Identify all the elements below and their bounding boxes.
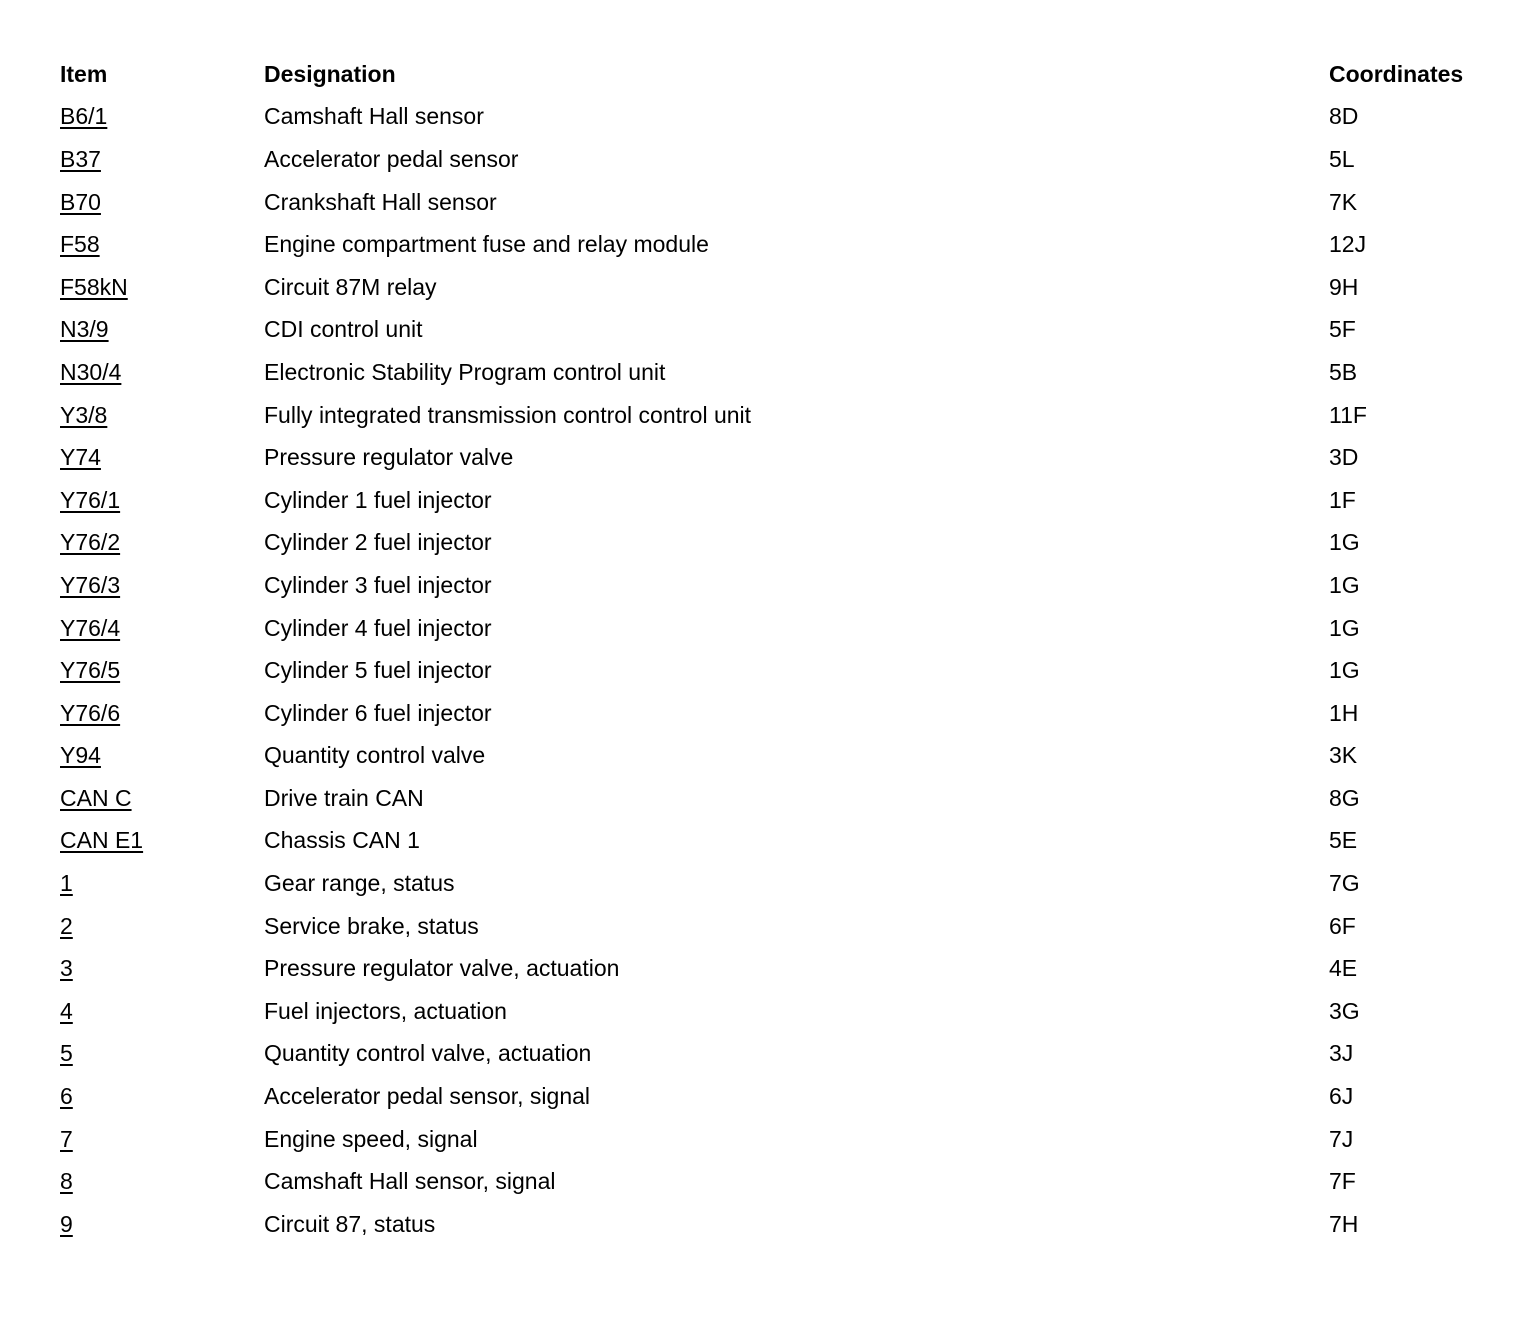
designation-cell: Fully integrated transmission control control unit <box>264 401 752 428</box>
item-link[interactable]: Y76/5 <box>60 657 121 684</box>
designation-cell: Camshaft Hall sensor, signal <box>264 1168 556 1195</box>
table-row <box>60 990 1490 1033</box>
coordinates-cell: 3D <box>1329 444 1359 471</box>
table-row <box>60 351 1490 394</box>
coordinates-cell: 3G <box>1329 997 1360 1024</box>
header-coordinates: Coordinates <box>1329 60 1464 87</box>
coordinates-cell: 5E <box>1329 827 1358 854</box>
designation-cell: Cylinder 6 fuel injector <box>264 699 492 726</box>
item-link[interactable]: Y76/2 <box>60 529 121 556</box>
table-row <box>60 1160 1490 1203</box>
coordinates-cell: 8D <box>1329 103 1359 130</box>
designation-cell: Cylinder 3 fuel injector <box>264 571 492 598</box>
item-link[interactable]: Y76/6 <box>60 699 121 726</box>
item-link[interactable]: Y94 <box>60 742 101 769</box>
item-link[interactable]: N3/9 <box>60 316 109 343</box>
coordinates-cell: 8G <box>1329 784 1360 811</box>
item-link[interactable]: 4 <box>60 997 73 1024</box>
coordinates-cell: 1G <box>1329 529 1360 556</box>
table-row <box>60 96 1490 139</box>
item-link[interactable]: F58kN <box>60 273 128 300</box>
designation-cell: CDI control unit <box>264 316 423 343</box>
table-row <box>60 266 1490 309</box>
table-row <box>60 564 1490 607</box>
item-link[interactable]: F58 <box>60 231 100 258</box>
table-row <box>60 181 1490 224</box>
item-link[interactable]: 1 <box>60 870 73 897</box>
item-link[interactable]: Y76/1 <box>60 486 121 513</box>
table-row <box>60 607 1490 650</box>
table-row <box>60 862 1490 905</box>
designation-cell: Camshaft Hall sensor <box>264 103 484 130</box>
item-link[interactable]: B6/1 <box>60 103 108 130</box>
item-link[interactable]: CAN C <box>60 784 132 811</box>
designation-cell: Service brake, status <box>264 912 479 939</box>
coordinates-cell: 5L <box>1329 145 1355 172</box>
coordinates-cell: 7K <box>1329 188 1358 215</box>
table-row <box>60 522 1490 565</box>
designation-cell: Electronic Stability Program control unit <box>264 358 666 385</box>
item-link[interactable]: 7 <box>60 1125 73 1152</box>
designation-cell: Quantity control valve, actuation <box>264 1040 592 1067</box>
table-row <box>60 777 1490 820</box>
designation-cell: Accelerator pedal sensor <box>264 145 519 172</box>
designation-cell: Quantity control valve <box>264 742 486 769</box>
coordinates-cell: 4E <box>1329 955 1358 982</box>
designation-cell: Circuit 87, status <box>264 1210 436 1237</box>
item-link[interactable]: 8 <box>60 1168 73 1195</box>
designation-cell: Cylinder 1 fuel injector <box>264 486 492 513</box>
item-link[interactable]: Y76/4 <box>60 614 121 641</box>
item-link[interactable]: Y76/3 <box>60 571 121 598</box>
coordinates-cell: 7G <box>1329 870 1360 897</box>
table-row <box>60 649 1490 692</box>
table-row <box>60 223 1490 266</box>
designation-cell: Fuel injectors, actuation <box>264 997 507 1024</box>
header-item: Item <box>60 60 108 87</box>
designation-cell: Cylinder 4 fuel injector <box>264 614 492 641</box>
designation-cell: Crankshaft Hall sensor <box>264 188 497 215</box>
designation-cell: Drive train CAN <box>264 784 424 811</box>
designation-cell: Gear range, status <box>264 870 455 897</box>
designation-cell: Cylinder 2 fuel injector <box>264 529 492 556</box>
item-link[interactable]: 5 <box>60 1040 73 1067</box>
designation-cell: Engine speed, signal <box>264 1125 478 1152</box>
legend-table <box>60 53 1490 1246</box>
designation-cell: Chassis CAN 1 <box>264 827 420 854</box>
coordinates-cell: 6J <box>1329 1083 1354 1110</box>
coordinates-cell: 7J <box>1329 1125 1354 1152</box>
coordinates-cell: 5B <box>1329 358 1358 385</box>
item-link[interactable]: Y74 <box>60 444 101 471</box>
item-link[interactable]: N30/4 <box>60 358 122 385</box>
table-row <box>60 1075 1490 1118</box>
designation-cell: Pressure regulator valve, actuation <box>264 955 620 982</box>
coordinates-cell: 1H <box>1329 699 1359 726</box>
item-link[interactable]: 3 <box>60 955 73 982</box>
coordinates-cell: 7H <box>1329 1210 1359 1237</box>
table-row <box>60 692 1490 735</box>
table-row <box>60 394 1490 437</box>
item-link[interactable]: 6 <box>60 1083 73 1110</box>
table-row <box>60 1203 1490 1246</box>
table-row <box>60 436 1490 479</box>
item-link[interactable]: Y3/8 <box>60 401 108 428</box>
designation-cell: Pressure regulator valve <box>264 444 514 471</box>
table-row <box>60 138 1490 181</box>
item-link[interactable]: 9 <box>60 1210 73 1237</box>
table-row <box>60 479 1490 522</box>
designation-cell: Engine compartment fuse and relay module <box>264 231 709 258</box>
coordinates-cell: 5F <box>1329 316 1356 343</box>
coordinates-cell: 1F <box>1329 486 1356 513</box>
coordinates-cell: 11F <box>1329 401 1367 428</box>
item-link[interactable]: 2 <box>60 912 73 939</box>
table-row <box>60 1118 1490 1161</box>
coordinates-cell: 1G <box>1329 571 1360 598</box>
table-row <box>60 905 1490 948</box>
designation-cell: Accelerator pedal sensor, signal <box>264 1083 591 1110</box>
item-link[interactable]: B70 <box>60 188 101 215</box>
coordinates-cell: 6F <box>1329 912 1356 939</box>
table-row <box>60 735 1490 778</box>
table-row <box>60 1033 1490 1076</box>
table-row <box>60 947 1490 990</box>
header-designation: Designation <box>264 60 396 87</box>
table-row <box>60 309 1490 352</box>
coordinates-cell: 1G <box>1329 657 1360 684</box>
item-link[interactable]: CAN E1 <box>60 827 144 854</box>
table-row <box>60 820 1490 863</box>
coordinates-cell: 7F <box>1329 1168 1356 1195</box>
coordinates-cell: 12J <box>1329 231 1367 258</box>
coordinates-cell: 3J <box>1329 1040 1354 1067</box>
coordinates-cell: 1G <box>1329 614 1360 641</box>
item-link[interactable]: B37 <box>60 145 101 172</box>
designation-cell: Circuit 87M relay <box>264 273 437 300</box>
coordinates-cell: 9H <box>1329 273 1359 300</box>
designation-cell: Cylinder 5 fuel injector <box>264 657 492 684</box>
table-header <box>60 53 1490 96</box>
coordinates-cell: 3K <box>1329 742 1358 769</box>
